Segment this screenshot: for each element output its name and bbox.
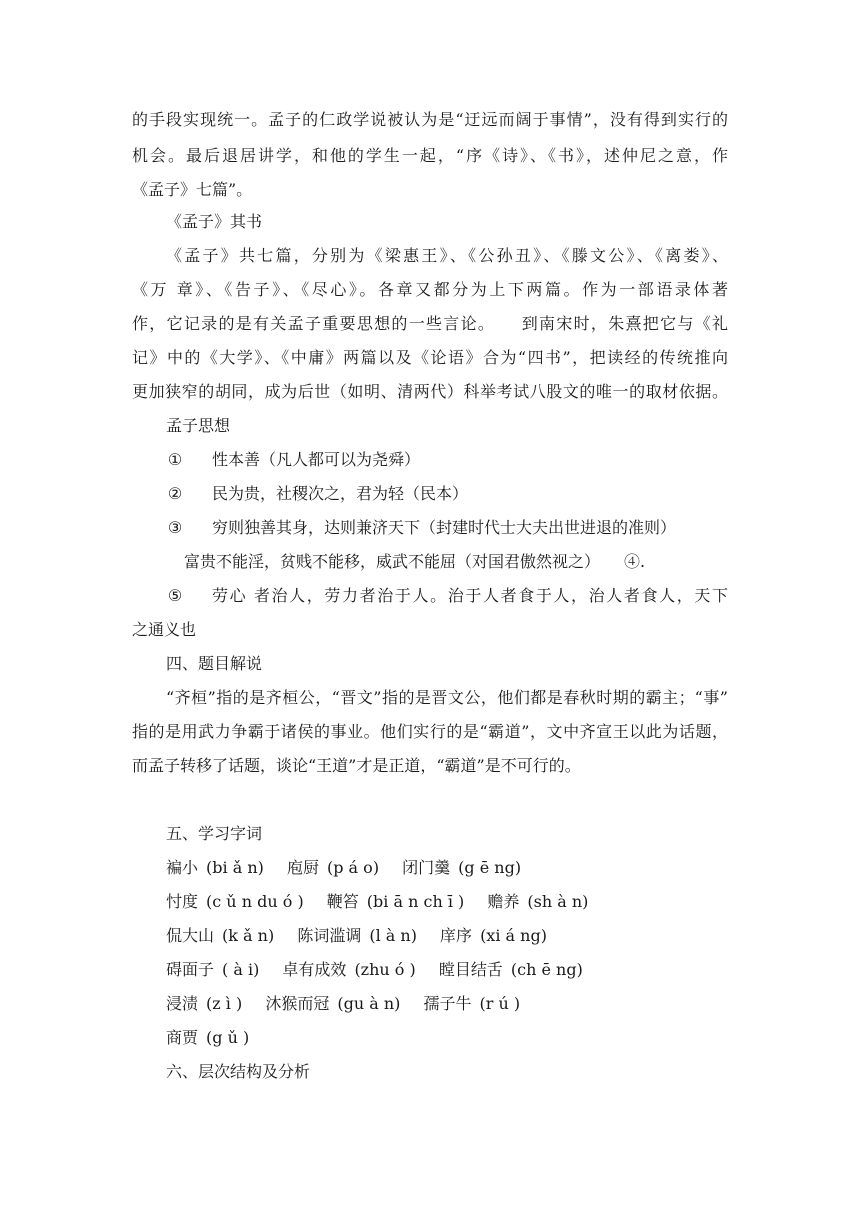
vocab-item [166,858,264,877]
vocab-item [166,892,304,911]
vocab-row [166,890,606,914]
vocab-item [423,994,520,1013]
paragraph-line: 《孟子》共七篇，分别为《梁惠王》、《公孙丑》、《滕文公》、《离娄》、 [166,246,728,265]
vocab-pinyin: (bi ā n ch ī ) [366,892,465,911]
vocab-item [402,858,521,877]
paragraph-line: 作，它记录的是有关孟子重要思想的一些言论。 到南宋时，朱熹把它与《礼 [132,314,728,333]
vocab-word: 褊小 [166,858,199,877]
vocab-pinyin: (bi ǎ n) [206,858,264,877]
vocab-item [439,960,583,979]
vocab-pinyin: (z ì ) [206,994,243,1013]
vocab-word: 陈词滥调 [297,926,362,945]
vocab-pinyin: (ch ē ng) [510,960,583,979]
vocab-item [166,926,274,945]
vocab-pinyin: (g ē ng) [458,858,522,877]
vocab-pinyin: (gu à n) [337,994,401,1013]
vocab-row [166,924,565,948]
paragraph-line: 的手段实现统一。孟子的仁政学说被认为是“迂远而阔于事情”，没有得到实行的 [132,110,728,129]
item-number: ⑤ [167,586,183,605]
vocab-word: 卓有成效 [282,960,347,979]
item-number: ① [167,450,183,469]
item-text: 民为贵，社稷次之，君为轻（民本） [212,484,469,503]
vocab-word: 沐猴而冠 [265,994,330,1013]
paragraph-line: “齐桓”指的是齐桓公，“晋文”指的是晋文公，他们都是春秋时期的霸主；“事” [166,688,728,707]
vocab-pinyin: (c ǔ n du ó ) [206,892,304,911]
vocab-word: 忖度 [166,892,199,911]
vocab-row [166,856,539,880]
item-text: 穷则独善其身，达则兼济天下（封建时代士大夫出世进退的准则） [212,518,677,537]
section-heading: 《孟子》其书 [166,212,263,231]
vocab-item [287,858,379,877]
vocab-item [265,994,400,1013]
vocab-item [487,892,588,911]
vocab-word: 商贾 [166,1028,199,1047]
vocab-row [166,958,601,982]
paragraph-line: 之通义也 [132,620,197,639]
vocab-word: 赡养 [487,892,520,911]
section-heading: 六、层次结构及分析 [166,1062,311,1081]
vocab-word: 庖厨 [286,858,319,877]
vocab-word: 庠序 [440,926,473,945]
vocab-pinyin: (sh à n) [527,892,589,911]
item-number: ③ [167,518,183,537]
vocab-item [166,994,242,1013]
vocab-pinyin: (g ǔ ) [206,1028,250,1047]
paragraph-line: 《万 章》、《告子》、《尽心》。各章又都分为上下两篇。作为一部语录体著 [132,280,728,299]
item-number: ② [167,484,183,503]
vocab-item [166,960,259,979]
vocab-pinyin: (k ǎ n) [222,926,275,945]
paragraph-line: 《孟子》七篇”。 [132,180,253,199]
item-text: 性本善（凡人都可以为尧舜） [212,450,421,469]
vocab-item [166,1028,249,1047]
paragraph-line: 而孟子转移了话题，谈论“王道”才是正道，“霸道”是不可行的。 [132,756,581,775]
vocab-pinyin: (r ú ) [479,994,521,1013]
vocab-item [282,960,415,979]
vocab-pinyin: (zhu ó ) [354,960,416,979]
vocab-row [166,1026,267,1050]
vocab-word: 碍面子 [166,960,215,979]
item-text: 劳心 者治人，劳力者治于人。治于人者食于人，治人者食人，天下 [212,586,728,605]
vocab-word: 孺子牛 [423,994,472,1013]
paragraph-line: 更加狭窄的胡同，成为后世（如明、清两代）科举考试八股文的唯一的取材依据。 [132,382,728,401]
vocab-pinyin: ( à i) [222,960,260,979]
vocab-word: 浸渍 [166,994,199,1013]
section-heading: 五、学习字词 [166,824,263,843]
vocab-row [166,992,538,1016]
paragraph-line: 指的是用武力争霸于诸侯的事业。他们实行的是“霸道”，文中齐宣王以此为话题， [132,722,728,741]
vocab-word: 鞭笞 [326,892,359,911]
vocab-word: 瞠目结舌 [438,960,503,979]
vocab-word: 闭门羹 [402,858,451,877]
paragraph-line: 记》中的《大学》、《中庸》两篇以及《论语》合为“四书”，把读经的传统推向 [132,348,728,367]
vocab-pinyin: (p á o) [326,858,380,877]
section-heading: 孟子思想 [166,416,231,435]
vocab-item [327,892,465,911]
paragraph-line: 机会。最后退居讲学，和他的学生一起，“序《诗》、《书》，述仲尼之意，作 [132,146,728,165]
vocab-word: 侃大山 [166,926,215,945]
section-heading: 四、题目解说 [166,654,263,673]
vocab-pinyin: (l à n) [369,926,417,945]
vocab-pinyin: (xi á ng) [480,926,547,945]
vocab-item [440,926,547,945]
vocab-item [297,926,417,945]
thought-item: 富贵不能淫，贫贱不能移，威武不能屈（对国君傲然视之） ④. [184,552,646,571]
